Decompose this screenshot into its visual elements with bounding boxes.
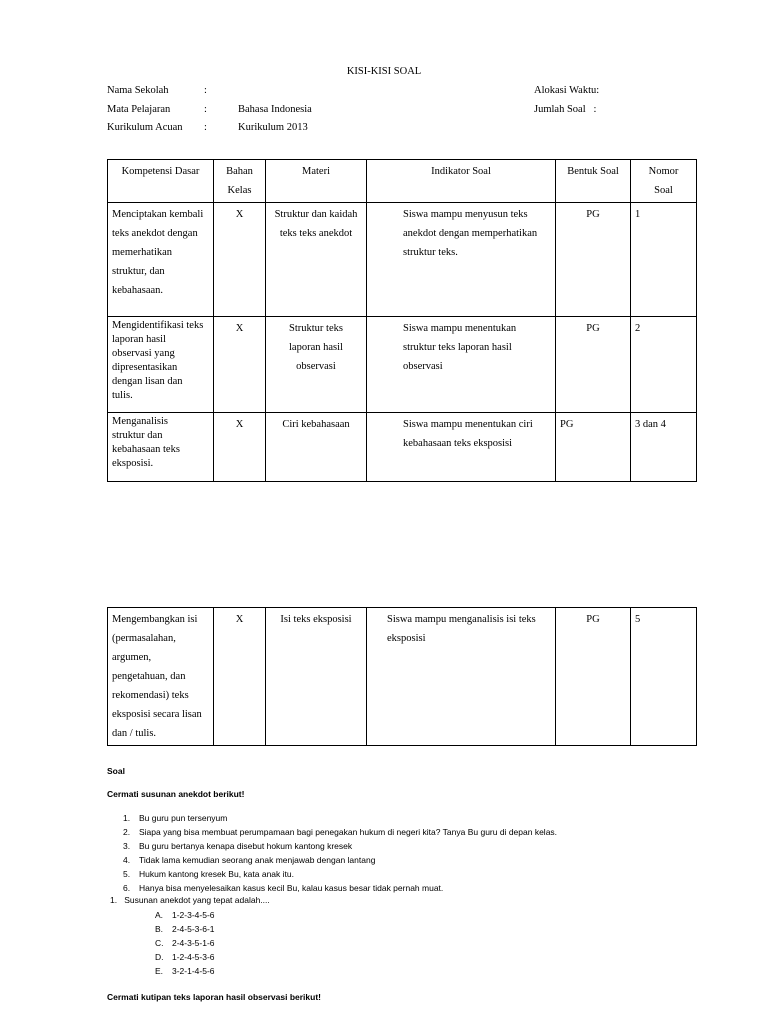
instruction-anekdot: Cermati susunan anekdot berikut! — [107, 789, 245, 799]
bentuk-soal-cell: PG — [556, 413, 631, 482]
header-materi: Materi — [266, 160, 367, 203]
nomor-soal-cell: 2 — [631, 317, 697, 413]
list-item — [107, 839, 557, 853]
header-bentuk-soal: Bentuk Soal — [556, 160, 631, 203]
document-title: KISI-KISI SOAL — [346, 66, 422, 77]
sentence-text: Tidak lama kemudian seorang anak menjawab dengan lantang — [139, 855, 376, 865]
instruction-laporan-observasi: Cermati kutipan teks laporan hasil observasi berikut! — [107, 992, 321, 1002]
question-text: Susunan anekdot yang tepat adalah.... — [124, 895, 270, 905]
option-a[interactable] — [155, 910, 215, 920]
option-text: 1-2-4-5-3-6 — [172, 952, 215, 962]
option-letter: E. — [155, 966, 164, 976]
bentuk-soal-cell: PG — [556, 608, 631, 746]
soal-heading: Soal — [107, 766, 125, 776]
indikator-cell: Siswa mampu menentukan ciri kebahasaan teks eksposisi — [367, 413, 556, 482]
jumlah-soal-label: Jumlah Soal : — [534, 104, 597, 115]
sentence-number: 5. — [123, 869, 131, 879]
table-row — [108, 608, 697, 746]
mata-pelajaran-label: Mata Pelajaran — [107, 104, 171, 115]
header-bahan-kelas: Bahan Kelas — [214, 160, 266, 203]
nama-sekolah-label: Nama Sekolah — [107, 85, 169, 96]
materi-cell: Struktur dan kaidah teks teks anekdot — [266, 203, 367, 317]
sentence-text: Siapa yang bisa membuat perumpamaan bagi penegakan hukum di negeri kita? Tanya Bu guru di depan kelas. — [139, 827, 558, 837]
option-letter: B. — [155, 924, 164, 934]
header-kompetensi-dasar: Kompetensi Dasar — [108, 160, 214, 203]
kelas-cell: X — [214, 203, 266, 317]
option-letter: C. — [155, 938, 164, 948]
kurikulum-label: Kurikulum Acuan — [107, 122, 183, 133]
bentuk-soal-cell: PG — [556, 203, 631, 317]
nomor-soal-cell: 5 — [631, 608, 697, 746]
kelas-cell: X — [214, 317, 266, 413]
mata-pelajaran-separator: : — [204, 104, 207, 115]
materi-cell: Struktur teks laporan hasil observasi — [266, 317, 367, 413]
option-text: 1-2-3-4-5-6 — [172, 910, 215, 920]
header-indikator-soal: Indikator Soal — [367, 160, 556, 203]
kompetensi-dasar-cell: Menciptakan kembali teks anekdot dengan memerhatikan struktur, dan kebahasaan. — [108, 203, 214, 317]
table-row — [108, 203, 697, 317]
indikator-cell: Siswa mampu menganalisis isi teks eksposisi — [367, 608, 556, 746]
sentence-text: Bu guru bertanya kenapa disebut hokum kantong kresek — [139, 841, 353, 851]
bentuk-soal-cell: PG — [556, 317, 631, 413]
question-number: 1. — [110, 895, 118, 905]
nomor-soal-cell: 3 dan 4 — [631, 413, 697, 482]
sentence-number: 1. — [123, 813, 131, 823]
sentence-number: 4. — [123, 855, 131, 865]
alokasi-waktu-label: Alokasi Waktu: — [534, 85, 600, 96]
kompetensi-dasar-cell: Mengembangkan isi (permasalahan, argumen, pengetahuan, dan rekomendasi) teks eksposisi secara lisan dan / tulis. — [108, 608, 214, 746]
option-text: 2-4-5-3-6-1 — [172, 924, 215, 934]
kelas-cell: X — [214, 608, 266, 746]
option-letter: A. — [155, 910, 164, 920]
sentence-text: Bu guru pun tersenyum — [139, 813, 228, 823]
kompetensi-dasar-cell: Mengidentifikasi teks laporan hasil observasi yang dipresentasikan dengan lisan dan tulis. — [108, 317, 214, 413]
sentence-number: 2. — [123, 827, 131, 837]
sentence-number: 3. — [123, 841, 131, 851]
table-row — [108, 317, 697, 413]
materi-cell: Isi teks eksposisi — [266, 608, 367, 746]
sentence-text: Hanya bisa menyelesaikan kasus kecil Bu, kalau kasus besar tidak pernah muat. — [139, 883, 444, 893]
anekdot-sentence-list — [107, 811, 557, 895]
option-text: 2-4-3-5-1-6 — [172, 938, 215, 948]
nomor-soal-cell: 1 — [631, 203, 697, 317]
sentence-text: Hukum kantong kresek Bu, kata anak itu. — [139, 869, 294, 879]
option-letter: D. — [155, 952, 164, 962]
table-header-row — [108, 160, 697, 203]
option-c[interactable] — [155, 938, 215, 948]
mata-pelajaran-value: Bahasa Indonesia — [238, 104, 312, 115]
sentence-number: 6. — [123, 883, 131, 893]
list-item — [107, 881, 557, 895]
kisi-kisi-table-continued — [107, 607, 697, 746]
list-item — [107, 811, 557, 825]
kurikulum-separator: : — [204, 122, 207, 133]
kisi-kisi-table — [107, 159, 697, 482]
list-item — [107, 825, 557, 839]
list-item — [107, 853, 557, 867]
materi-cell: Ciri kebahasaan — [266, 413, 367, 482]
header-nomor-soal: Nomor Soal — [631, 160, 697, 203]
list-item — [107, 867, 557, 881]
kompetensi-dasar-cell: Menganalisis struktur dan kebahasaan teks eksposisi. — [108, 413, 214, 482]
option-d[interactable] — [155, 952, 215, 962]
indikator-cell: Siswa mampu menyusun teks anekdot dengan memperhatikan struktur teks. — [367, 203, 556, 317]
table-row — [108, 413, 697, 482]
kelas-cell: X — [214, 413, 266, 482]
question-1 — [110, 895, 270, 905]
option-e[interactable] — [155, 966, 215, 976]
kurikulum-value: Kurikulum 2013 — [238, 122, 308, 133]
nama-sekolah-separator: : — [204, 85, 207, 96]
option-text: 3-2-1-4-5-6 — [172, 966, 215, 976]
indikator-cell: Siswa mampu menentukan struktur teks laporan hasil observasi — [367, 317, 556, 413]
option-b[interactable] — [155, 924, 215, 934]
